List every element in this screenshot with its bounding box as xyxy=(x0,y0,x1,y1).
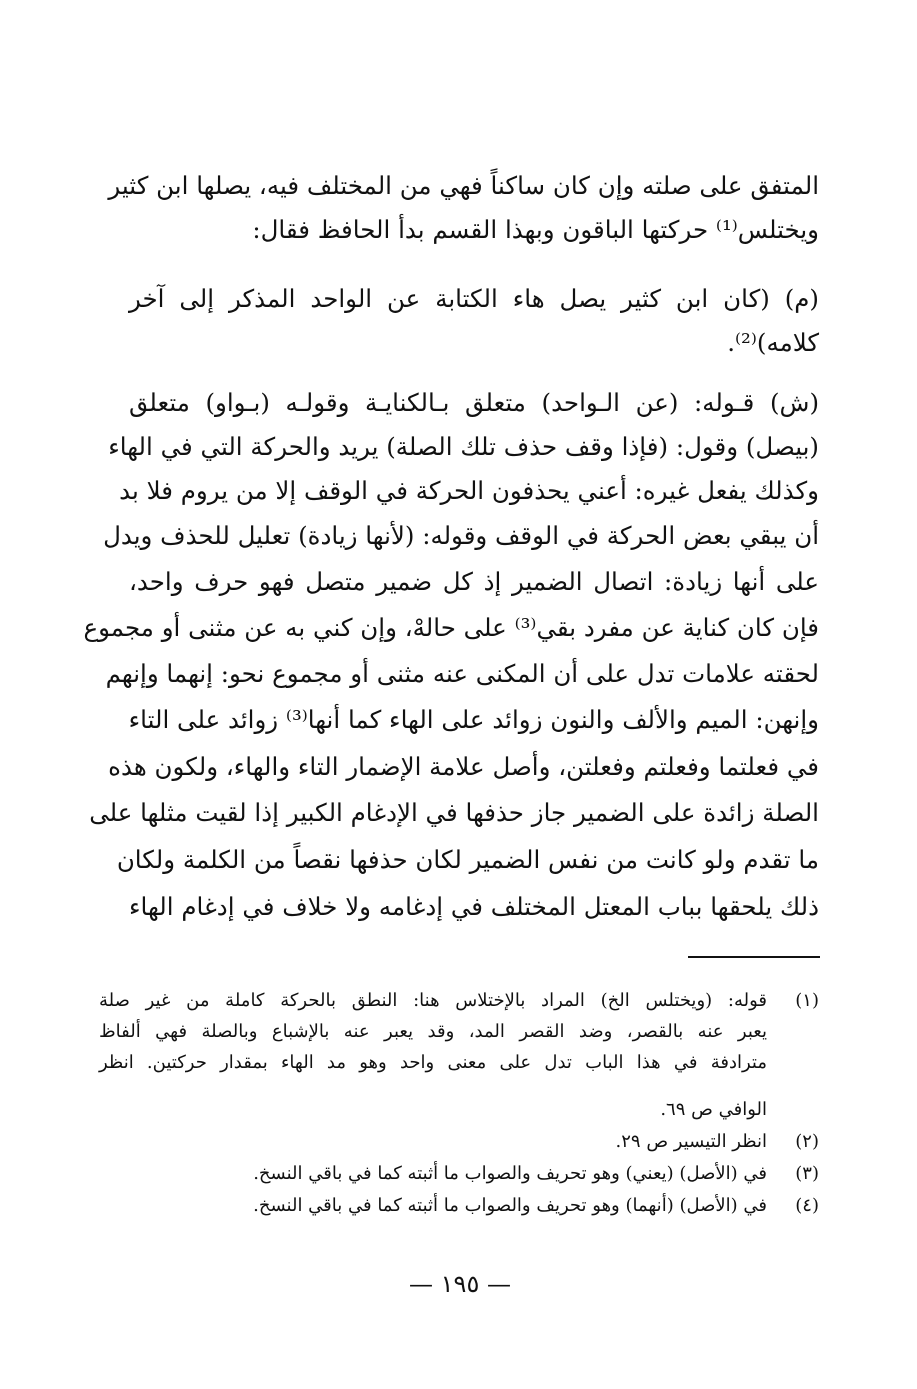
body-line: ما تقدم ولو كانت من نفس الضمير لكان حذفها نقصاً من الكلمة ولكان xyxy=(116,845,819,874)
footnote-line: الوافي ص ٦٩. xyxy=(660,1099,767,1120)
footnote-number: (١) xyxy=(795,990,819,1011)
body-line: (ش) قـوله: (عن الـواحد) متعلق بـالكنايـة وقولـه (بـواو) متعلق xyxy=(129,388,819,417)
footnote-line: يعبر عنه بالقصر، وضد القصر المد، وقد يعبر عنه بالإشباع وبالصلة فهي ألفاظ xyxy=(99,1021,767,1042)
body-line: أن يبقي بعض الحركة في الوقف وقوله: (لأنها زيادة) تعليل للحذف ويدل xyxy=(103,521,819,550)
footnote-line: انظر التيسير ص ٢٩. xyxy=(615,1131,767,1152)
body-line: على أنها زيادة: اتصال الضمير إذ كل ضمير متصل فهو حرف واحد، xyxy=(129,567,819,596)
body-line: كلامه)⁽²⁾. xyxy=(727,328,819,357)
footnote-number: (٣) xyxy=(795,1163,819,1184)
body-line: في فعلتما وفعلتم وفعلتن، وأصل علامة الإضمار التاء والهاء، ولكون هذه xyxy=(108,752,819,781)
footnote-number: (٤) xyxy=(795,1195,819,1216)
body-line: المتفق على صلته وإن كان ساكناً فهي من المختلف فيه، يصلها ابن كثير xyxy=(108,171,819,200)
footnote-line: في (الأصل) (أنهما) وهو تحريف والصواب ما أثبته كما في باقي النسخ. xyxy=(253,1195,767,1216)
page-number: — ١٩٥ — xyxy=(409,1270,511,1298)
body-line: فإن كان كناية عن مفرد بقي⁽³⁾ على حالهْ، وإن كني به عن مثنى أو مجموع xyxy=(83,613,819,642)
body-line: ذلك يلحقها بباب المعتل المختلف في إدغامه ولا خلاف في إدغام الهاء xyxy=(129,892,819,921)
footnote-line: قوله: (ويختلس الخ) المراد بالإختلاس هنا: النطق بالحركة كاملة من غير صلة xyxy=(99,990,767,1011)
body-line: ويختلس⁽¹⁾ حركتها الباقون وبهذا القسم بدأ الحافظ فقال: xyxy=(252,215,819,244)
footnote-divider xyxy=(688,956,820,958)
footnote-line: في (الأصل) (يعني) وهو تحريف والصواب ما أثبته كما في باقي النسخ. xyxy=(253,1163,767,1184)
body-line: الصلة زائدة على الضمير جاز حذفها في الإدغام الكبير إذا لقيت مثلها على xyxy=(89,798,819,827)
body-line: (بيصل) وقول: (فإذا وقف حذف تلك الصلة) يريد والحركة التي في الهاء xyxy=(108,432,819,461)
body-line: وكذلك يفعل غيره: أعني يحذفون الحركة في الوقف إلا من يروم فلا بد xyxy=(119,476,819,505)
body-line: (م) (كان ابن كثير يصل هاء الكتابة عن الواحد المذكر إلى آخر xyxy=(129,284,819,313)
body-line: لحقته علامات تدل على أن المكنى عنه مثنى أو مجموع نحو: إنهما وإنهم xyxy=(105,659,819,688)
body-line: وإنهن: الميم والألف والنون زوائد على الهاء كما أنها⁽³⁾ زوائد على التاء xyxy=(128,705,819,734)
footnote-number: (٢) xyxy=(795,1131,819,1152)
footnote-line: مترادفة في هذا الباب تدل على معنى واحد وهو مد الهاء بمقدار حركتين. انظر xyxy=(99,1052,767,1073)
